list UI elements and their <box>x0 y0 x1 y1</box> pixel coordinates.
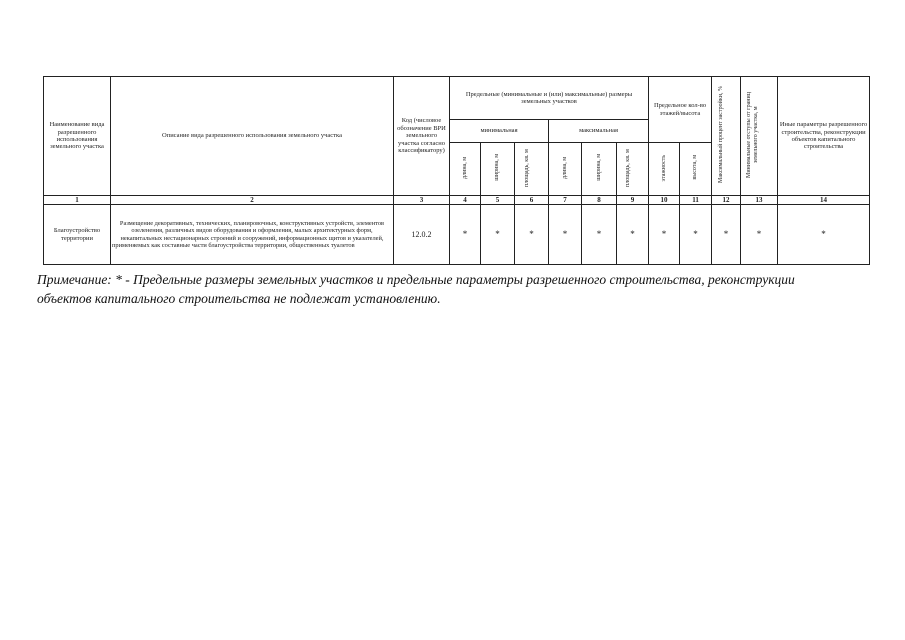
column-number: 6 <box>515 196 549 205</box>
column-number: 2 <box>111 196 394 205</box>
header-max-length: длина, м <box>549 143 582 196</box>
row-value: * <box>741 205 778 265</box>
column-number: 5 <box>481 196 515 205</box>
column-number: 3 <box>394 196 450 205</box>
header-max-group: максимальная <box>549 120 649 143</box>
row-value: * <box>617 205 649 265</box>
header-other: Иные параметры разрешенного строительства, реконструкции объектов капитального строительства <box>778 77 870 196</box>
header-min-length: длина, м <box>450 143 481 196</box>
row-value: * <box>549 205 582 265</box>
column-number: 12 <box>712 196 741 205</box>
column-number: 14 <box>778 196 870 205</box>
row-name: Благоустройство территории <box>44 205 111 265</box>
header-height: высота, м <box>680 143 712 196</box>
column-number: 10 <box>649 196 680 205</box>
header-min-area: площадь, кв. м <box>515 143 549 196</box>
row-value: * <box>450 205 481 265</box>
row-code: 12.0.2 <box>394 205 450 265</box>
footnote: Примечание: * - Предельные размеры земельных участков и предельные параметры разрешенного строительства, реконструкции объектов капитального строительства не подлежат установлению. <box>37 272 795 306</box>
row-value: * <box>481 205 515 265</box>
zoning-parameters-table <box>43 76 870 265</box>
column-number: 1 <box>44 196 111 205</box>
header-dimensions-group: Предельные (минимальные и (или) максимальные) размеры земельных участков <box>450 77 649 120</box>
column-number: 9 <box>617 196 649 205</box>
header-description: Описание вида разрешенного использования земельного участка <box>111 77 394 196</box>
column-number: 11 <box>680 196 712 205</box>
row-value: * <box>582 205 617 265</box>
header-max-area: площадь, кв. м <box>617 143 649 196</box>
header-coverage: Максимальный процент застройки, % <box>712 77 741 196</box>
header-code: Код (числовое обозначение ВРИ земельного участка согласно классификатору) <box>394 77 450 196</box>
header-name: Наименование вида разрешенного использования земельного участка <box>44 77 111 196</box>
header-floors: этажность <box>649 143 680 196</box>
column-number: 13 <box>741 196 778 205</box>
row-value: * <box>680 205 712 265</box>
row-value: * <box>712 205 741 265</box>
header-floors-group: Предельное кол-во этажей/высота <box>649 77 712 143</box>
column-number: 4 <box>450 196 481 205</box>
row-value: * <box>649 205 680 265</box>
header-setback: Минимальные отступы от границ земельного участка, м <box>741 77 778 196</box>
header-max-width: ширина, м <box>582 143 617 196</box>
table-row <box>44 205 870 265</box>
header-min-group: минимальная <box>450 120 549 143</box>
header-min-width: ширина, м <box>481 143 515 196</box>
row-value: * <box>515 205 549 265</box>
row-description: Размещение декоративных, технических, планировочных, конструктивных устройств, элементов озеленения, различных видов оборудования и оформления, малых архитектурных форм, некапитальных нестационарных строений и сооружений, информационных щитов и указателей, применяемых как составные части благоустройства территории, общественных туалетов <box>111 205 394 265</box>
row-value: * <box>778 205 870 265</box>
column-number: 8 <box>582 196 617 205</box>
column-number: 7 <box>549 196 582 205</box>
